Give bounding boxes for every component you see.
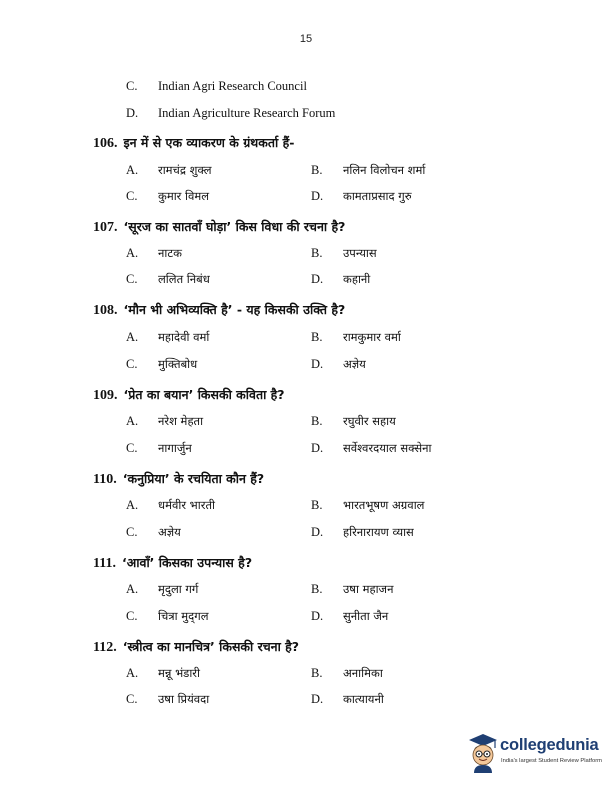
question-number: 109. xyxy=(93,388,118,403)
option-text: सर्वेश्वरदयाल सक्सेना xyxy=(343,441,432,455)
option-label: C. xyxy=(126,441,138,455)
option-text: भारतभूषण अग्रवाल xyxy=(343,498,425,512)
logo-tagline: India's largest Student Review Platform xyxy=(501,758,602,764)
option-d xyxy=(311,272,370,287)
option-text: अनामिका xyxy=(343,666,383,680)
option-text: रघुवीर सहाय xyxy=(343,414,396,428)
option-b xyxy=(311,246,377,261)
option-text: अज्ञेय xyxy=(343,357,366,371)
option-d xyxy=(311,189,412,204)
option-text: उषा महाजन xyxy=(343,582,394,596)
option-label: D. xyxy=(311,609,324,623)
option-b xyxy=(311,582,393,597)
option-c xyxy=(126,441,192,456)
option-a xyxy=(126,582,198,597)
option-label: D. xyxy=(311,441,324,455)
question-106 xyxy=(93,134,294,152)
option-b xyxy=(311,498,424,513)
option-label: B. xyxy=(311,498,323,512)
option-text: नलिन विलोचन शर्मा xyxy=(343,163,426,177)
option-b xyxy=(311,666,383,681)
option-text: उषा प्रियंवदा xyxy=(158,692,210,706)
option-label: C. xyxy=(126,692,138,706)
question-text: ‘कनुप्रिया’ के रचयिता कौन हैं? xyxy=(122,471,265,486)
option-text: ललित निबंध xyxy=(158,272,210,286)
option-c xyxy=(126,79,307,94)
option-label: D. xyxy=(311,272,324,286)
option-label: C. xyxy=(126,272,138,286)
option-c xyxy=(126,525,181,540)
option-label: A. xyxy=(126,163,139,177)
option-text: कामताप्रसाद गुरु xyxy=(343,189,412,203)
option-text: Indian Agri Research Council xyxy=(158,79,307,93)
question-109 xyxy=(93,386,285,404)
option-text: कहानी xyxy=(343,272,371,286)
question-number: 107. xyxy=(93,220,118,235)
option-a xyxy=(126,163,212,178)
option-label: A. xyxy=(126,666,139,680)
option-label: D. xyxy=(311,525,324,539)
option-label: D. xyxy=(126,106,139,120)
logo-name: collegedunia xyxy=(500,736,599,754)
collegedunia-logo xyxy=(466,731,606,775)
option-label: C. xyxy=(126,525,138,539)
option-text: अज्ञेय xyxy=(158,525,181,539)
option-d xyxy=(126,106,335,121)
page-number: 15 xyxy=(299,33,313,45)
option-text: सुनीता जैन xyxy=(343,609,389,623)
option-text: महादेवी वर्मा xyxy=(158,330,210,344)
option-label: C. xyxy=(126,79,138,93)
option-label: A. xyxy=(126,498,139,512)
option-c xyxy=(126,272,210,287)
question-number: 110. xyxy=(93,472,117,487)
option-label: C. xyxy=(126,189,138,203)
question-number: 111. xyxy=(93,556,116,571)
option-c xyxy=(126,692,209,707)
question-text: ‘स्त्रीत्व का मानचित्र’ किसकी रचना है? xyxy=(122,639,300,654)
option-text: हरिनारायण व्यास xyxy=(343,525,414,539)
option-label: B. xyxy=(311,163,323,177)
question-108 xyxy=(93,301,345,319)
option-d xyxy=(311,692,384,707)
option-text: मृदुला गर्ग xyxy=(158,582,199,596)
option-text: उपन्यास xyxy=(343,246,377,260)
option-b xyxy=(311,163,425,178)
option-a xyxy=(126,666,200,681)
option-text: नाटक xyxy=(158,246,182,260)
question-111 xyxy=(93,554,252,572)
option-text: रामकुमार वर्मा xyxy=(343,330,401,344)
option-label: B. xyxy=(311,582,323,596)
option-a xyxy=(126,246,182,261)
option-text: रामचंद्र शुक्ल xyxy=(158,163,212,177)
option-text: मन्नू भंडारी xyxy=(158,666,200,680)
option-text: नागार्जुन xyxy=(158,441,192,455)
option-label: D. xyxy=(311,189,324,203)
option-label: A. xyxy=(126,414,139,428)
question-number: 106. xyxy=(93,136,118,151)
graduate-mascot-icon xyxy=(466,731,500,773)
option-text: मुक्तिबोध xyxy=(158,357,198,371)
option-text: कात्यायनी xyxy=(343,692,384,706)
option-text: कुमार विमल xyxy=(158,189,210,203)
option-a xyxy=(126,330,209,345)
option-label: B. xyxy=(311,414,323,428)
option-c xyxy=(126,189,209,204)
option-label: C. xyxy=(126,357,138,371)
option-label: B. xyxy=(311,330,323,344)
question-number: 112. xyxy=(93,640,117,655)
option-label: A. xyxy=(126,582,139,596)
option-d xyxy=(311,441,431,456)
option-text: नरेश मेहता xyxy=(158,414,204,428)
option-label: D. xyxy=(311,357,324,371)
question-112 xyxy=(93,638,299,656)
option-d xyxy=(311,357,366,372)
option-d xyxy=(311,525,414,540)
option-text: धर्मवीर भारती xyxy=(158,498,215,512)
option-c xyxy=(126,357,197,372)
option-a xyxy=(126,498,215,513)
question-number: 108. xyxy=(93,303,118,318)
option-label: A. xyxy=(126,246,139,260)
question-text: ‘आवाँ’ किसका उपन्यास है? xyxy=(121,555,253,570)
option-text: चित्रा मुद्‌गल xyxy=(158,609,209,623)
question-text: ‘प्रेत का बयान’ किसकी कविता है? xyxy=(123,387,285,402)
option-label: A. xyxy=(126,330,139,344)
option-label: B. xyxy=(311,666,323,680)
option-text: Indian Agriculture Research Forum xyxy=(158,106,336,120)
question-text: ‘सूरज का सातवाँ घोड़ा’ किस विधा की रचना है? xyxy=(123,219,346,234)
question-110 xyxy=(93,470,264,488)
option-a xyxy=(126,414,203,429)
option-label: D. xyxy=(311,692,324,706)
option-d xyxy=(311,609,388,624)
option-b xyxy=(311,414,396,429)
question-text: ‘मौन भी अभिव्यक्ति है’ - यह किसकी उक्ति है? xyxy=(123,302,346,317)
option-label: C. xyxy=(126,609,138,623)
question-107 xyxy=(93,218,345,236)
option-c xyxy=(126,609,209,624)
question-text: इन में से एक व्याकरण के ग्रंथकर्ता हैं- xyxy=(123,135,295,150)
option-b xyxy=(311,330,401,345)
option-label: B. xyxy=(311,246,323,260)
